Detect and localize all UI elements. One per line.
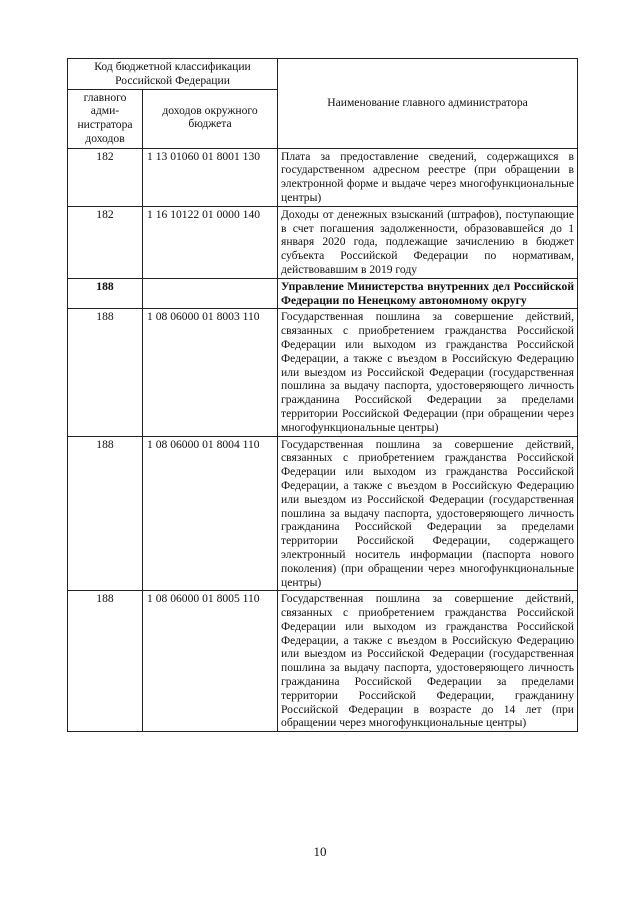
administrator-name-cell: Государственная пошлина за совершение действий, связанных с приобретением гражданства Российской Федерации или выходом из гражданства Российской Федерации, а также с въездом в Российскую Федерацию или выездом из Российской Федерации (государственная пошлина за выдачу паспорта, удостоверяющего личность гражданина Российской Федерации за пределами территории Российской Федерации (при обращении через многофункциональные центры) xyxy=(278,309,578,436)
income-code-cell: 1 08 06000 01 8005 110 xyxy=(143,591,278,732)
administrator-name-cell: Управление Министерства внутренних дел Российской Федерации по Ненецкому автономному округу xyxy=(278,278,578,309)
header-admin-column: главного адми-нистратора доходов xyxy=(68,89,143,148)
income-code-cell: 1 13 01060 01 8001 130 xyxy=(143,148,278,206)
table-row xyxy=(68,206,578,278)
header-code-column: доходов окружного бюджета xyxy=(143,89,278,148)
administrator-name-cell: Государственная пошлина за совершение действий, связанных с приобретением гражданства Российской Федерации или выходом из гражданства Российской Федерации, а также с въездом в Российскую Федерацию или выездом из Российской Федерации (государственная пошлина за выдачу паспорта, удостоверяющего личность гражданина Российской Федерации за пределами территории Российской Федерации, гражданину Российской Федерации в возрасте до 14 лет (при обращении через многофункциональные центры) xyxy=(278,591,578,732)
table-data-rows xyxy=(68,148,578,732)
table-row xyxy=(68,309,578,436)
admin-code-cell: 188 xyxy=(68,309,143,436)
header-group-label: Код бюджетной классификации Российской Федерации xyxy=(68,59,278,90)
administrator-name-cell: Доходы от денежных взысканий (штрафов), поступающие в счет погашения задолженности, образовавшейся до 1 января 2020 года, подлежащие зачислению в бюджет субъекта Российской Федерации по нормативам, действовавшим в 2019 году xyxy=(278,206,578,278)
page-number: 10 xyxy=(313,844,327,859)
income-code-cell xyxy=(143,278,278,309)
table-body xyxy=(68,59,578,149)
admin-code-cell: 188 xyxy=(68,436,143,591)
header-name-column: Наименование главного администратора xyxy=(278,59,578,149)
administrator-name-cell: Государственная пошлина за совершение действий, связанных с приобретением гражданства Российской Федерации или выходом из гражданства Российской Федерации, а также с въездом в Российскую Федерацию или выездом из Российской Федерации (государственная пошлина за выдачу паспорта, удостоверяющего личность гражданина Российской Федерации за пределами территории Российской Федерации, содержащего электронный носитель информации (паспорта нового поколения) (при обращении через многофункциональные центры) xyxy=(278,436,578,591)
income-code-cell: 1 08 06000 01 8004 110 xyxy=(143,436,278,591)
table-row xyxy=(68,591,578,732)
table-row xyxy=(68,148,578,206)
admin-code-cell: 182 xyxy=(68,148,143,206)
admin-code-cell: 188 xyxy=(68,278,143,309)
income-code-cell: 1 16 10122 01 0000 140 xyxy=(143,206,278,278)
budget-classification-table xyxy=(67,58,578,732)
table-row xyxy=(68,436,578,591)
admin-code-cell: 188 xyxy=(68,591,143,732)
table-row xyxy=(68,278,578,309)
header-row-group xyxy=(68,59,578,90)
income-code-cell: 1 08 06000 01 8003 110 xyxy=(143,309,278,436)
admin-code-cell: 182 xyxy=(68,206,143,278)
administrator-name-cell: Плата за предоставление сведений, содержащихся в государственном адресном реестре (при обращении в электронной форме и выдаче через многофункциональные центры) xyxy=(278,148,578,206)
